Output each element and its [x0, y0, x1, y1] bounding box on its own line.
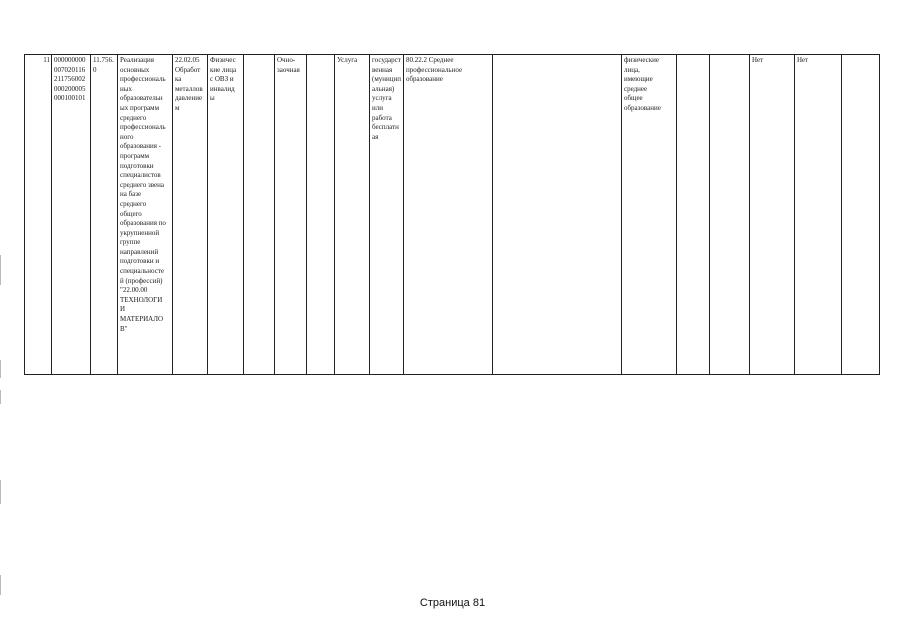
service-kind: государст венная (муницип альная) услуга или работа бесплатн ая	[370, 55, 404, 375]
empty-cell	[710, 55, 750, 375]
okved-code: 80.22.2 Среднее профессиональное образование	[404, 55, 493, 375]
service-code: 11.756. 0	[91, 55, 118, 375]
scan-edge-mark	[0, 390, 1, 404]
consumer-category: Физичес кие лица с ОВЗ и инвалид ы	[208, 55, 244, 375]
empty-cell	[307, 55, 335, 375]
empty-cell	[677, 55, 710, 375]
empty-cell	[842, 55, 880, 375]
scan-edge-mark	[0, 575, 1, 595]
specialty: 22.02.05 Обработ ка металлов давление м	[173, 55, 208, 375]
program-name: Реализация основных профессиональ ных образовательн ых программ среднего профессиональ ного образования - программ подготовки специалистов среднего звена на базе среднего общего образования по укрупненной группе направлений подготовки и специальносте й (профессий) "22.00.00 ТЕХНОЛОГИ И МАТЕРИАЛО В"	[118, 55, 173, 375]
flag-cell: Нет	[795, 55, 842, 375]
scan-edge-mark	[0, 360, 1, 378]
registry-number: 000000000 007020116 211756002 000200005 000100101	[52, 55, 91, 375]
page-number: Страница 81	[419, 597, 486, 609]
service-type: Услуга	[335, 55, 370, 375]
registry-table	[24, 54, 880, 375]
row-number: 11	[25, 55, 52, 375]
scan-edge-mark	[0, 480, 1, 504]
table-row	[25, 55, 880, 375]
study-form: Очно- заочная	[275, 55, 307, 375]
flag-cell: Нет	[750, 55, 795, 375]
empty-cell	[493, 55, 622, 375]
consumers: физические лица, имеющие среднее общее образование	[622, 55, 677, 375]
empty-cell	[244, 55, 275, 375]
scan-edge-mark	[0, 255, 1, 285]
